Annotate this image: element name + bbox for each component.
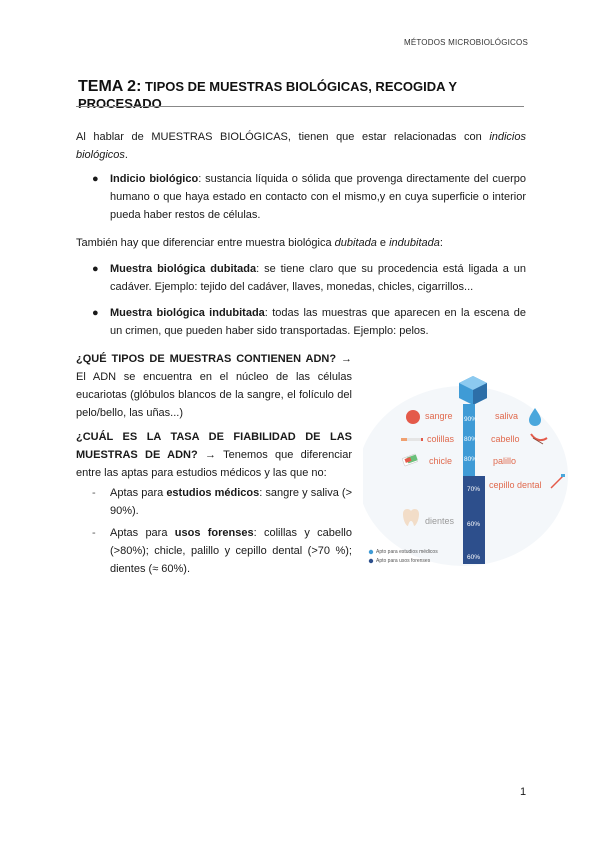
indubitada-term: Muestra biológica indubitada — [110, 307, 265, 319]
aptas-forenses-item — [110, 524, 352, 578]
label-sangre: sangre — [425, 411, 453, 421]
intro-italic: indicios biológicos — [76, 131, 526, 161]
diferenciar-text-c: : — [439, 237, 443, 249]
diferenciar-paragraph — [76, 234, 526, 252]
legend-medical-dot — [369, 550, 373, 554]
dna-reliability-infographic — [363, 366, 573, 572]
pct-cepillo: 70% — [467, 486, 481, 493]
dubitada-definition — [110, 260, 526, 296]
title-text: TIPOS DE MUESTRAS BIOLÓGICAS, RECOGIDA Y PROCESADO — [78, 79, 457, 111]
label-cabello: cabello — [491, 434, 520, 444]
q1-arrow: → — [336, 353, 352, 365]
page-number: 1 — [520, 786, 527, 798]
dash-marker: - — [92, 527, 96, 539]
intro-end: . — [124, 149, 128, 161]
label-colillas: colillas — [427, 434, 455, 444]
pct-dientes: 60% — [467, 521, 481, 528]
dubitada-term: Muestra biológica dubitada — [110, 263, 257, 275]
diferenciar-text-b: e — [376, 237, 390, 249]
infographic-graphics — [363, 366, 573, 572]
title-tema: TEMA 2: — [78, 78, 142, 95]
aptas-forenses-text-b: : colillas y cabello (>80%); chicle, palillo y cepillo dental (>70 %); dientes (≈ 60%). — [110, 527, 352, 575]
label-palillo: palillo — [493, 456, 517, 466]
aptas-medicos-item — [110, 484, 352, 520]
aptas-forenses-bold: usos forenses — [174, 527, 254, 539]
pct-chicle: 80% — [464, 456, 478, 463]
q1-answer: El ADN se encuentra en el núcleo de las células eucariotas (glóbulos blancos de la sangre, el folículo del pelo/bello, las uñas...) — [76, 371, 352, 419]
diferenciar-text-a: También hay que diferenciar entre muestra biológica — [76, 237, 335, 249]
q1-question: ¿QUÉ TIPOS DE MUESTRAS CONTIENEN ADN? — [76, 353, 337, 365]
q2-question: ¿CUÁL ES LA TASA DE FIABILIDAD DE LAS MUESTRAS DE ADN? — [76, 431, 352, 461]
indubitada-definition — [110, 304, 526, 340]
question-adn-reliability — [76, 428, 352, 482]
indicio-text: : sustancia líquida o sólida que provenga directamente del cuerpo humano o que haya estado en contacto con el mismo,y en cuya superficie o interior pueda haber restos de células. — [110, 173, 526, 221]
question-adn-types — [76, 350, 352, 422]
label-cepillo-dental: cepillo dental — [489, 480, 542, 490]
title-divider — [76, 106, 524, 107]
intro-paragraph — [76, 128, 526, 164]
blood-drop-icon — [406, 410, 420, 424]
aptas-forenses-text-a: Aptas para — [110, 527, 175, 539]
dash-marker: - — [92, 487, 96, 499]
bullet-icon: ● — [92, 173, 99, 185]
bullet-icon: ● — [92, 263, 99, 275]
legend-forensic-dot — [369, 559, 373, 563]
diferenciar-italic-a: dubitada — [334, 237, 377, 249]
pct-bottom: 60% — [467, 554, 481, 561]
cigarette-icon — [401, 438, 423, 441]
indubitada-text: : todas las muestras que aparecen en la escena de un crimen, que pueden haber sido transportadas. Ejemplo: pelos. — [110, 307, 526, 337]
aptas-medicos-text-b: : sangre y saliva (> 90%). — [110, 487, 352, 517]
indicio-definition — [110, 170, 526, 224]
label-saliva: saliva — [495, 411, 519, 421]
dubitada-text: : se tiene claro que su procedencia está ligada a un cadáver. Ejemplo: tejido del cadáver, llaves, monedas, chicles, cigarrillos... — [110, 263, 527, 293]
legend-medical: Apto para estudios médicos — [376, 549, 438, 555]
intro-text: Al hablar de MUESTRAS BIOLÓGICAS, tienen que estar relacionadas con — [76, 131, 490, 143]
diferenciar-italic-b: indubitada — [389, 237, 440, 249]
aptas-medicos-text-a: Aptas para — [110, 487, 167, 499]
label-dientes: dientes — [425, 516, 455, 526]
label-chicle: chicle — [429, 456, 453, 466]
q2-answer: Tenemos que diferenciar entre las aptas para estudios médicos y las que no: — [76, 449, 352, 479]
indicio-term: Indicio biológico — [110, 173, 199, 185]
aptas-medicos-bold: estudios médicos — [166, 487, 260, 499]
pct-sangre: 90% — [464, 416, 478, 423]
bullet-icon: ● — [92, 307, 99, 319]
running-header: MÉTODOS MICROBIOLÓGICOS — [403, 38, 528, 47]
pct-colillas: 80% — [464, 436, 478, 443]
q2-arrow: → — [197, 449, 224, 461]
legend-forensic: Apto para usos forenses — [376, 558, 431, 564]
